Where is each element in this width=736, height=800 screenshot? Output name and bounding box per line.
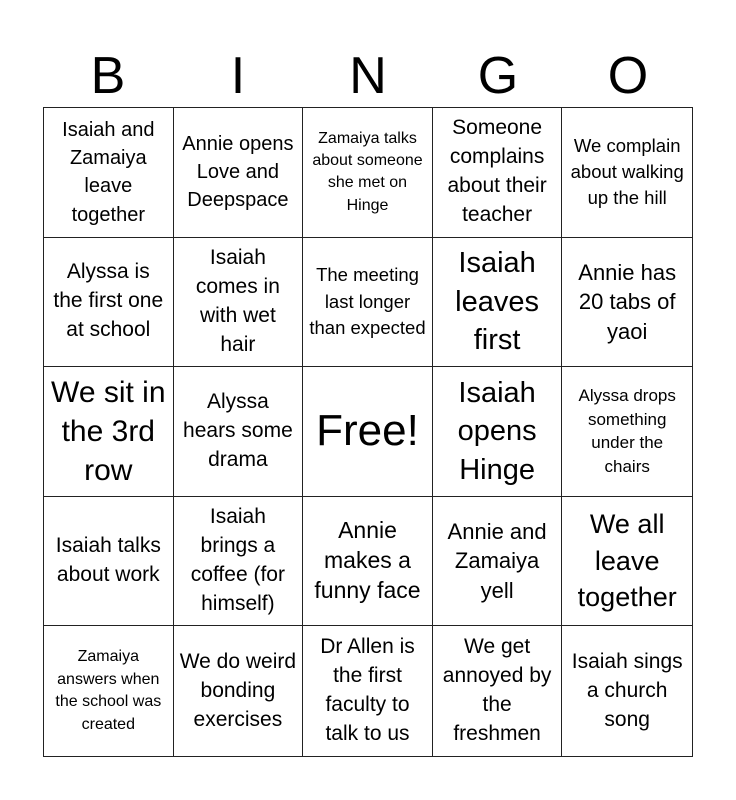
bingo-cell-r4c4[interactable]: Annie and Zamaiya yell: [433, 497, 563, 627]
bingo-cell-r3c1[interactable]: We sit in the 3rd row: [44, 367, 174, 497]
bingo-cell-r2c2[interactable]: Isaiah comes in with wet hair: [174, 238, 304, 368]
bingo-cell-r1c1[interactable]: Isaiah and Zamaiya leave together: [44, 108, 174, 238]
bingo-cell-r3c2[interactable]: Alyssa hears some drama: [174, 367, 304, 497]
bingo-cell-r5c3[interactable]: Dr Allen is the first faculty to talk to us: [303, 626, 433, 756]
bingo-cell-r1c3[interactable]: Zamaiya talks about someone she met on Hinge: [303, 108, 433, 238]
bingo-cell-r3c4[interactable]: Isaiah opens Hinge: [433, 367, 563, 497]
bingo-cell-r2c3[interactable]: The meeting last longer than expected: [303, 238, 433, 368]
header-letter-o: O: [607, 47, 649, 105]
bingo-cell-r5c2[interactable]: We do weird bonding exercises: [174, 626, 304, 756]
bingo-cell-r4c3[interactable]: Annie makes a funny face: [303, 497, 433, 627]
bingo-cell-r1c4[interactable]: Someone complains about their teacher: [433, 108, 563, 238]
bingo-cell-r2c1[interactable]: Alyssa is the first one at school: [44, 238, 174, 368]
header-letter-i: I: [230, 47, 246, 105]
header-letter-b: B: [90, 47, 126, 105]
bingo-cell-r5c4[interactable]: We get annoyed by the freshmen: [433, 626, 563, 756]
bingo-cell-r2c5[interactable]: Annie has 20 tabs of yaoi: [562, 238, 692, 368]
bingo-cell-r5c5[interactable]: Isaiah sings a church song: [571, 649, 683, 731]
bingo-cell-r5c1[interactable]: Zamaiya answers when the school was created: [44, 626, 174, 756]
bingo-cell-r2c4[interactable]: Isaiah leaves first: [433, 238, 563, 368]
bingo-cell-r4c1[interactable]: Isaiah talks about work: [44, 497, 174, 627]
bingo-header: [43, 46, 693, 106]
bingo-cell-r1c2[interactable]: Annie opens Love and Deepspace: [174, 108, 304, 238]
header-letter-g: G: [477, 47, 519, 105]
bingo-cell-r1c5[interactable]: We complain about walking up the hill: [562, 108, 692, 238]
header-letter-n: N: [349, 47, 387, 105]
bingo-cell-r4c5[interactable]: We all leave together: [562, 497, 692, 627]
bingo-cell-r3c5[interactable]: Alyssa drops something under the chairs: [562, 367, 692, 497]
bingo-board: [43, 107, 693, 757]
bingo-cell-free[interactable]: Free!: [303, 367, 433, 497]
bingo-cell-r4c2[interactable]: Isaiah brings a coffee (for himself): [174, 497, 304, 627]
